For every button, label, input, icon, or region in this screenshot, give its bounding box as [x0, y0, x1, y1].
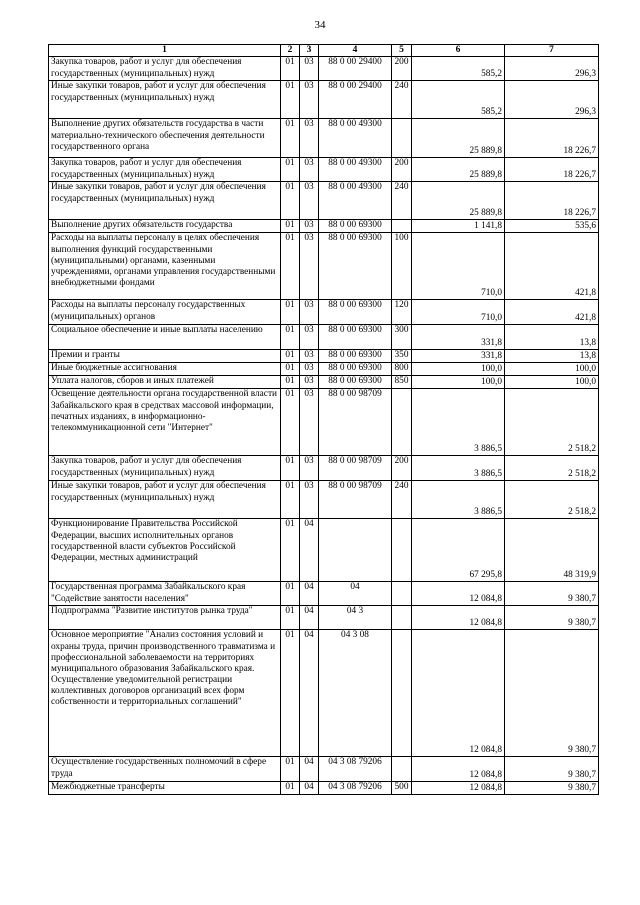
row-value-7: 9 380,7	[505, 757, 599, 782]
row-expense-type: 240	[392, 182, 412, 220]
row-expense-type	[392, 582, 412, 606]
row-section: 01	[281, 350, 300, 363]
row-section: 01	[281, 606, 300, 630]
row-value-7: 9 380,7	[505, 606, 599, 630]
row-target-article: 88 0 00 69300	[319, 363, 392, 376]
row-name: Закупка товаров, работ и услуг для обеспечения государственных (муниципальных) нужд	[49, 456, 281, 481]
row-expense-type: 300	[392, 325, 412, 350]
row-expense-type	[392, 389, 412, 456]
row-target-article: 88 0 00 69300	[319, 233, 392, 300]
table-row	[49, 57, 599, 81]
row-value-6: 1 141,8	[412, 220, 505, 233]
row-value-6: 12 084,8	[412, 757, 505, 782]
row-target-article: 88 0 00 49300	[319, 119, 392, 158]
row-value-6: 12 084,8	[412, 606, 505, 630]
row-subsection: 03	[300, 389, 319, 456]
row-value-6: 100,0	[412, 376, 505, 389]
row-subsection: 03	[300, 57, 319, 81]
row-target-article: 88 0 00 98709	[319, 389, 392, 456]
row-expense-type	[392, 519, 412, 582]
row-section: 01	[281, 119, 300, 158]
budget-table	[48, 44, 599, 795]
row-subsection: 03	[300, 363, 319, 376]
table-row	[49, 782, 599, 795]
row-value-6: 710,0	[412, 300, 505, 325]
row-name: Иные закупки товаров, работ и услуг для обеспечения государственных (муниципальных) нужд	[49, 182, 281, 220]
row-value-7: 2 518,2	[505, 389, 599, 456]
row-expense-type: 100	[392, 233, 412, 300]
row-name: Закупка товаров, работ и услуг для обеспечения государственных (муниципальных) нужд	[49, 57, 281, 81]
row-section: 01	[281, 363, 300, 376]
row-value-6: 12 084,8	[412, 782, 505, 795]
row-subsection: 03	[300, 233, 319, 300]
row-section: 01	[281, 81, 300, 119]
row-value-7: 2 518,2	[505, 481, 599, 519]
row-value-7: 296,3	[505, 81, 599, 119]
table-row	[49, 630, 599, 757]
row-value-7: 2 518,2	[505, 456, 599, 481]
row-target-article: 88 0 00 69300	[319, 220, 392, 233]
row-value-7: 48 319,9	[505, 519, 599, 582]
table-row	[49, 389, 599, 456]
row-value-6: 12 084,8	[412, 630, 505, 757]
row-value-6: 585,2	[412, 57, 505, 81]
row-target-article: 88 0 00 98709	[319, 456, 392, 481]
row-subsection: 04	[300, 782, 319, 795]
row-target-article: 04 3 08 79206	[319, 757, 392, 782]
row-value-6: 100,0	[412, 363, 505, 376]
table-row	[49, 233, 599, 300]
row-value-7: 18 226,7	[505, 158, 599, 182]
row-expense-type	[392, 630, 412, 757]
row-expense-type: 350	[392, 350, 412, 363]
row-section: 01	[281, 630, 300, 757]
row-subsection: 03	[300, 158, 319, 182]
row-value-7: 18 226,7	[505, 119, 599, 158]
table-row	[49, 456, 599, 481]
row-target-article: 88 0 00 69300	[319, 325, 392, 350]
row-expense-type: 500	[392, 782, 412, 795]
table-row	[49, 757, 599, 782]
row-target-article: 88 0 00 49300	[319, 182, 392, 220]
row-value-6: 585,2	[412, 81, 505, 119]
row-section: 01	[281, 376, 300, 389]
table-row	[49, 325, 599, 350]
col-header-6: 6	[412, 45, 505, 57]
row-name: Премии и гранты	[49, 350, 281, 363]
row-value-6: 331,8	[412, 350, 505, 363]
row-name: Расходы на выплаты персоналу государственных (муниципальных) органов	[49, 300, 281, 325]
row-value-6: 25 889,8	[412, 158, 505, 182]
row-target-article: 04 3	[319, 606, 392, 630]
row-value-7: 421,8	[505, 300, 599, 325]
row-value-6: 3 886,5	[412, 481, 505, 519]
row-expense-type: 120	[392, 300, 412, 325]
row-target-article: 04	[319, 582, 392, 606]
row-expense-type: 240	[392, 81, 412, 119]
row-section: 01	[281, 582, 300, 606]
row-name: Уплата налогов, сборов и иных платежей	[49, 376, 281, 389]
row-target-article: 88 0 00 49300	[319, 158, 392, 182]
row-value-7: 100,0	[505, 363, 599, 376]
table-row	[49, 606, 599, 630]
row-section: 01	[281, 456, 300, 481]
row-target-article: 88 0 00 69300	[319, 350, 392, 363]
row-subsection: 03	[300, 325, 319, 350]
row-value-7: 9 380,7	[505, 782, 599, 795]
row-name: Закупка товаров, работ и услуг для обеспечения государственных (муниципальных) нужд	[49, 158, 281, 182]
row-name: Основное мероприятие "Анализ состояния условий и охраны труда, причин производственного травматизма и профессиональной заболеваемости на территориях муниципального образования Забайкальского края. Осуществление уведомительной регистрации коллективных договоров организаций всех форм собственности и территориальных соглашений"	[49, 630, 281, 757]
row-section: 01	[281, 481, 300, 519]
page-number: 34	[314, 19, 326, 31]
row-value-6: 12 084,8	[412, 582, 505, 606]
row-subsection: 03	[300, 376, 319, 389]
col-header-2: 2	[281, 45, 300, 57]
row-name: Межбюджетные трансферты	[49, 782, 281, 795]
row-name: Государственная программа Забайкальского края "Содействие занятости населения"	[49, 582, 281, 606]
row-subsection: 03	[300, 119, 319, 158]
col-header-1: 1	[49, 45, 281, 57]
row-target-article: 88 0 00 29400	[319, 57, 392, 81]
row-subsection: 03	[300, 350, 319, 363]
row-name: Иные закупки товаров, работ и услуг для обеспечения государственных (муниципальных) нужд	[49, 481, 281, 519]
row-section: 01	[281, 233, 300, 300]
row-section: 01	[281, 57, 300, 81]
row-value-6: 25 889,8	[412, 182, 505, 220]
row-name: Функционирование Правительства Российской Федерации, высших исполнительных органов государственной власти субъектов Российской Федерации, местных администраций	[49, 519, 281, 582]
row-value-7: 535,6	[505, 220, 599, 233]
row-section: 01	[281, 300, 300, 325]
row-target-article: 88 0 00 69300	[319, 376, 392, 389]
row-subsection: 04	[300, 582, 319, 606]
header-row	[49, 45, 599, 57]
table-row	[49, 519, 599, 582]
col-header-7: 7	[505, 45, 599, 57]
row-section: 01	[281, 158, 300, 182]
row-subsection: 04	[300, 606, 319, 630]
table-row	[49, 582, 599, 606]
col-header-3: 3	[300, 45, 319, 57]
row-expense-type: 800	[392, 363, 412, 376]
row-subsection: 03	[300, 182, 319, 220]
table-row	[49, 350, 599, 363]
row-subsection: 04	[300, 630, 319, 757]
row-target-article: 88 0 00 69300	[319, 300, 392, 325]
row-section: 01	[281, 182, 300, 220]
row-section: 01	[281, 757, 300, 782]
row-expense-type	[392, 220, 412, 233]
row-section: 01	[281, 325, 300, 350]
table-row	[49, 182, 599, 220]
table-row	[49, 220, 599, 233]
row-name: Подпрограмма "Развитие институтов рынка труда"	[49, 606, 281, 630]
row-target-article: 04 3 08 79206	[319, 782, 392, 795]
row-value-6: 3 886,5	[412, 456, 505, 481]
col-header-5: 5	[392, 45, 412, 57]
row-subsection: 03	[300, 300, 319, 325]
row-value-6: 3 886,5	[412, 389, 505, 456]
row-value-7: 13,8	[505, 325, 599, 350]
row-value-7: 9 380,7	[505, 582, 599, 606]
row-expense-type: 240	[392, 481, 412, 519]
col-header-4: 4	[319, 45, 392, 57]
row-name: Иные закупки товаров, работ и услуг для обеспечения государственных (муниципальных) нужд	[49, 81, 281, 119]
row-value-7: 421,8	[505, 233, 599, 300]
row-target-article: 04 3 08	[319, 630, 392, 757]
row-name: Социальное обеспечение и иные выплаты населению	[49, 325, 281, 350]
row-section: 01	[281, 782, 300, 795]
row-expense-type: 200	[392, 57, 412, 81]
row-name: Осуществление государственных полномочий в сфере труда	[49, 757, 281, 782]
row-name: Иные бюджетные ассигнования	[49, 363, 281, 376]
row-value-7: 9 380,7	[505, 630, 599, 757]
row-expense-type: 200	[392, 456, 412, 481]
row-section: 01	[281, 220, 300, 233]
row-section: 01	[281, 389, 300, 456]
row-subsection: 03	[300, 220, 319, 233]
row-name: Выполнение других обязательств государства	[49, 220, 281, 233]
row-target-article	[319, 519, 392, 582]
row-value-7: 13,8	[505, 350, 599, 363]
row-expense-type	[392, 757, 412, 782]
row-value-6: 67 295,8	[412, 519, 505, 582]
row-target-article: 88 0 00 29400	[319, 81, 392, 119]
row-expense-type	[392, 119, 412, 158]
row-value-7: 18 226,7	[505, 182, 599, 220]
table-row	[49, 481, 599, 519]
row-name: Расходы на выплаты персоналу в целях обеспечения выполнения функций государственными (муниципальными) органами, казенными учреждениями, органами управления государственными внебюджетными фондами	[49, 233, 281, 300]
row-value-7: 100,0	[505, 376, 599, 389]
row-value-6: 710,0	[412, 233, 505, 300]
row-expense-type: 850	[392, 376, 412, 389]
row-subsection: 03	[300, 456, 319, 481]
row-target-article: 88 0 00 98709	[319, 481, 392, 519]
row-subsection: 04	[300, 757, 319, 782]
table-row	[49, 376, 599, 389]
row-subsection: 04	[300, 519, 319, 582]
row-expense-type: 200	[392, 158, 412, 182]
row-value-7: 296,3	[505, 57, 599, 81]
row-subsection: 03	[300, 81, 319, 119]
table-row	[49, 363, 599, 376]
row-name: Выполнение других обязательств государства в части материально-технического обеспечения деятельности государственного органа	[49, 119, 281, 158]
row-expense-type	[392, 606, 412, 630]
table-row	[49, 300, 599, 325]
row-name: Освещение деятельности органа государственной власти Забайкальского края в средствах массовой информации, печатных изданиях, в информационно-телекоммуникационной сети "Интернет"	[49, 389, 281, 456]
table-row	[49, 119, 599, 158]
table-row	[49, 158, 599, 182]
row-value-6: 25 889,8	[412, 119, 505, 158]
row-section: 01	[281, 519, 300, 582]
table-row	[49, 81, 599, 119]
row-value-6: 331,8	[412, 325, 505, 350]
row-subsection: 03	[300, 481, 319, 519]
